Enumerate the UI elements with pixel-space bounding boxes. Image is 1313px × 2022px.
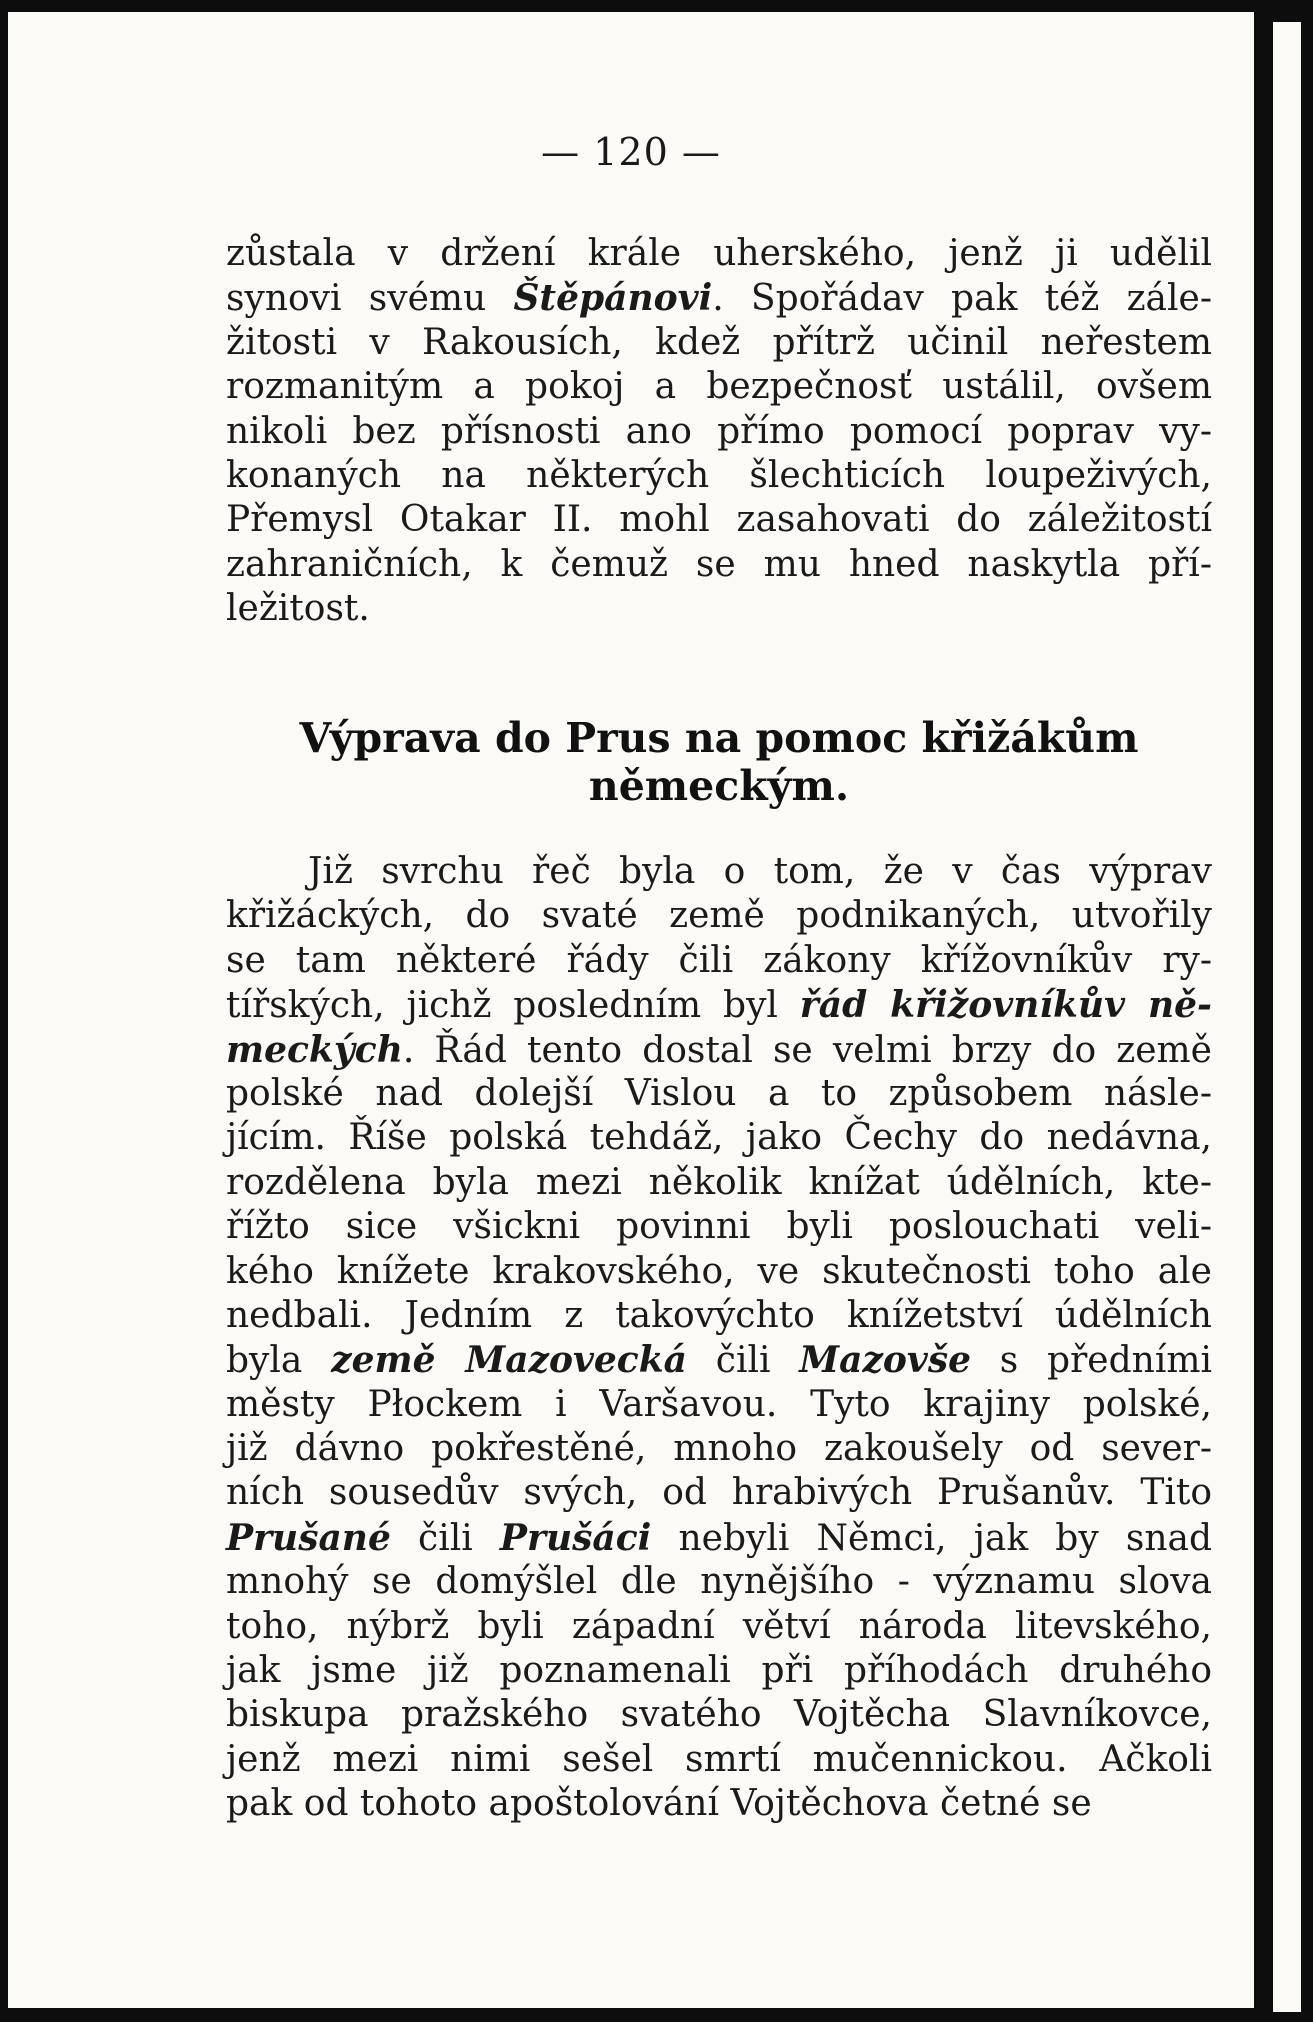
adjacent-page-edge (1273, 22, 1301, 2012)
text-line (226, 1250, 1212, 1294)
text-line (226, 410, 1212, 454)
text-run: ležitost. (226, 588, 370, 630)
text-run: Přemysl Otakar II. mohl zasahovati do záležitostí (226, 499, 1212, 541)
text-run: pak od tohoto apoštolování Vojtěchova četné se (226, 1783, 1092, 1825)
heading-line-2: německým. (588, 762, 850, 810)
text-line (226, 1782, 1212, 1826)
italic-emphasis: Mazovše (799, 1339, 971, 1382)
text-run: toho, nýbrž byli západní větví národa litevského, (226, 1605, 1212, 1647)
text-line (226, 1605, 1212, 1649)
text-run: . Řád tento dostal se velmi brzy do země (402, 1029, 1212, 1071)
section-heading (226, 714, 1212, 810)
text-line (226, 1471, 1212, 1515)
text-run: řížto sice všickni povinni byli poslouchati veli- (226, 1206, 1212, 1248)
text-run: již dávno pokřestěné, mnoho zakoušely od sever- (226, 1428, 1212, 1470)
text-run: kého knížete krakovského, ve skutečnosti toho ale (226, 1250, 1212, 1292)
text-run: se tam některé řády čili zákony křížovníkův ry- (226, 939, 1212, 981)
italic-emphasis: meckých (226, 1028, 403, 1071)
text-line (226, 454, 1212, 498)
text-run: s předními (971, 1340, 1212, 1382)
text-run: synovi svému (226, 278, 514, 320)
text-line (226, 365, 1212, 409)
text-line (226, 1560, 1212, 1604)
text-run: konaných na některých šlechticích loupeživých, (226, 454, 1212, 496)
text-run: tířských, jichž posledním byl (226, 985, 800, 1027)
text-line (226, 232, 1212, 276)
text-run: jenž mezi nimi sešel smrtí mučennickou. Ačkoli (226, 1738, 1212, 1780)
text-line (226, 850, 1212, 894)
text-line (226, 543, 1212, 587)
text-line (226, 1205, 1212, 1249)
text-run: byla (226, 1340, 332, 1382)
paragraph-2 (226, 850, 1212, 1827)
text-line (226, 1427, 1212, 1471)
text-line (226, 894, 1212, 938)
text-line (226, 1116, 1212, 1160)
text-line (226, 1028, 1212, 1072)
book-page (8, 12, 1254, 2008)
text-line (226, 1516, 1212, 1560)
text-run: jícím. Říše polská tehdáž, jako Čechy do nedávna, (226, 1117, 1212, 1159)
text-run: nedbali. Jedním z takovýchto knížetství údělních (226, 1294, 1212, 1336)
text-run: nikoli bez přísnosti ano přímo pomocí poprav vy- (226, 410, 1212, 452)
text-line (226, 276, 1212, 320)
text-line (226, 321, 1212, 365)
text-run: křižáckých, do svaté země podnikaných, utvořily (226, 895, 1212, 937)
text-line (226, 1649, 1212, 1693)
heading-line-1: Výprava do Prus na pomoc křižákům (299, 714, 1139, 762)
text-line (226, 1693, 1212, 1737)
text-run: jak jsme již poznamenali při příhodách druhého (226, 1650, 1212, 1692)
text-run: městy Płockem i Varšavou. Tyto krajiny polské, (226, 1383, 1212, 1425)
text-run: . Spořádav pak též zále- (712, 278, 1212, 320)
italic-emphasis: Prušané (226, 1516, 391, 1559)
text-line (226, 587, 1212, 631)
text-run: čili (390, 1517, 500, 1559)
paragraph-1 (226, 232, 1212, 632)
text-run: žitosti v Rakousích, kdež přítrž učinil neřestem (226, 321, 1212, 363)
text-run: zahraničních, k čemuž se mu hned naskytla pří- (226, 543, 1212, 585)
text-line (226, 1383, 1212, 1427)
text-run: nebyli Němci, jak by snad (651, 1517, 1213, 1559)
text-run: čili (687, 1340, 800, 1382)
text-run: biskupa pražského svatého Vojtěcha Slavníkovce, (226, 1694, 1212, 1736)
text-run: rozdělena byla mezi několik knížat údělních, kte- (226, 1161, 1212, 1203)
text-run: rozmanitým a pokoj a bezpečnosť ustálil, ovšem (226, 366, 1212, 408)
text-run: mnohý se domýšlel dle nynějšího - významu slova (226, 1561, 1212, 1603)
italic-emphasis: řád křižovníkův ně- (799, 984, 1212, 1027)
italic-emphasis: Prušáci (499, 1516, 652, 1559)
text-run: zůstala v držení krále uherského, jenž ji udělil (226, 233, 1212, 274)
text-run: ních sousedův svých, od hrabivých Prušanův. Tito (226, 1472, 1212, 1514)
text-line (226, 1294, 1212, 1338)
text-run: polské nad dolejší Vislou a to způsobem násle- (226, 1072, 1212, 1114)
text-line (226, 498, 1212, 542)
italic-emphasis: Štěpánovi (513, 277, 713, 320)
italic-emphasis: země Mazovecká (331, 1339, 687, 1382)
text-line (226, 939, 1212, 983)
text-line (226, 1072, 1212, 1116)
page-number: — 120 — (541, 130, 721, 174)
text-run: Již svrchu řeč byla o tom, že v čas výprav (308, 851, 1212, 892)
text-line (226, 983, 1212, 1027)
text-line (226, 1338, 1212, 1382)
text-line (226, 1738, 1212, 1782)
text-line (226, 1161, 1212, 1205)
